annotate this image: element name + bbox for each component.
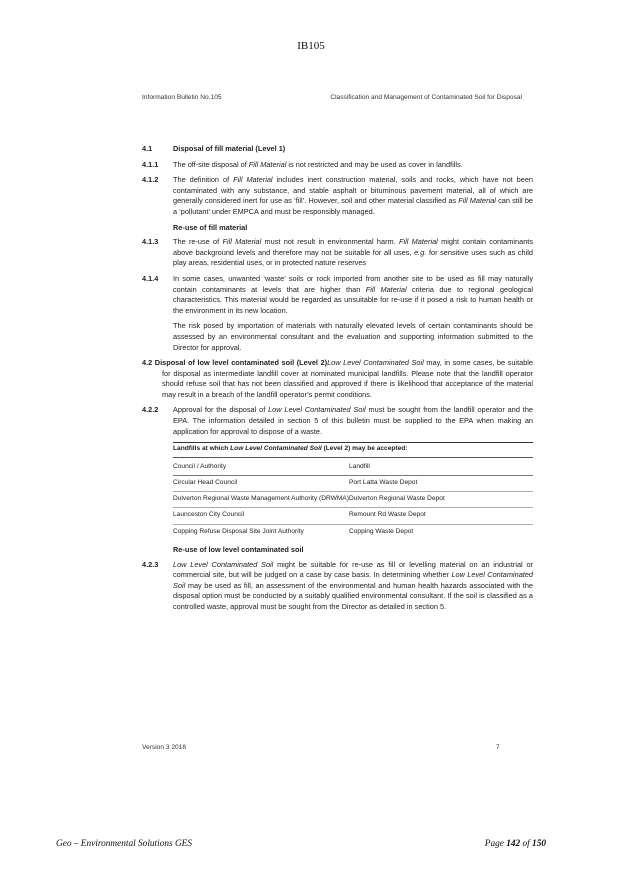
- column-header-landfill: Landfill: [349, 457, 533, 475]
- landfill-table: [173, 442, 533, 540]
- authority-cell: Copping Refuse Disposal Site Joint Authority: [173, 527, 304, 535]
- reuse-fill-heading: Re-use of fill material: [173, 222, 248, 232]
- table-row: [173, 492, 533, 508]
- section-4-2-3: [142, 560, 533, 613]
- section-text: Approval for the disposal of Low Level Contaminated Soil must be sought from the landfill operator and the EPA. The information detailed in section 5 of this bulletin must be supplied to the EPA when making an application for approval to dispose of a waste.: [173, 405, 533, 436]
- landfill-cell: Port Latta Waste Depot: [349, 475, 533, 491]
- section-4-1-3: [142, 237, 533, 269]
- header-bulletin-number: Information Bulletin No.105: [142, 94, 222, 101]
- section-text: The re-use of Fill Material must not result in environmental harm. Fill Material might contain contaminants above background levels and therefore may not be suitable for all uses, e.g. for sensitive uses such as child play areas, residential uses, or in protected nature reserves: [173, 237, 533, 268]
- section-4-1-1: [142, 160, 533, 171]
- section-number: 4.2.2: [142, 405, 159, 415]
- table-row: [173, 524, 533, 540]
- table-row: [173, 475, 533, 491]
- version-label: Version 3 2018: [142, 744, 186, 751]
- section-title: Disposal of fill material (Level 1): [173, 144, 286, 153]
- section-text: The definition of Fill Material includes inert construction material, soils and rocks, which have not been contaminated with any substance, and stable asphalt or bituminous pavement material, all of which are generally considered inert for use as ‘fill’. However, soil and other material classified as Fill Material can still be a ‘pollutant’ under EMPCA and must be responsibly managed.: [173, 175, 534, 216]
- section-text: Low Level Contaminated Soil might be suitable for re-use as fill or levelling material on an industrial or commercial site, but will be judged on a case by case basis. In determining whether Low Level Contaminated Soil may be used as fill, an assessment of the environmental and human health hazards associated with the disposal option must be conducted by a suitably qualified environmental consultant. If the soil is classified as a controlled waste, approval must be sought from the Director as detailed in section 5.: [173, 559, 533, 611]
- table-caption: Landfills at which Low Level Contaminated Soil (Level 2) may be accepted:: [173, 443, 533, 457]
- risk-paragraph: The risk posed by importation of materials with naturally elevated levels of certain contaminants should be assessed by an environmental consultant and the evaluation and supporting information submitted to the Director for approval.: [173, 321, 533, 352]
- section-4-2-2: [142, 405, 533, 437]
- section-number: 4.2.3: [142, 559, 159, 569]
- page-content: [142, 144, 533, 618]
- section-heading: 4.2 Disposal of low level contaminated soil (Level 2): [142, 358, 328, 368]
- section-text: In some cases, unwanted ‘waste’ soils or rock imported from another site to be used as fill may naturally contain contaminants at levels that are higher than Fill Material criteria due to regional geological characteristics. This material would be regarded as unsuitable for re-use if it posed a risk to human health or the environment in its new location.: [173, 273, 533, 315]
- header-document-title: Classification and Management of Contaminated Soil for Disposal: [330, 94, 522, 101]
- table-header-row: [173, 457, 533, 475]
- footer-page-count: Page 142 of 150: [484, 839, 546, 849]
- section-number: 4.1: [142, 144, 153, 153]
- section-number: 4.1.2: [142, 175, 159, 185]
- landfill-cell: Remount Rd Waste Depot: [349, 508, 533, 524]
- landfill-cell: Copping Waste Depot: [349, 527, 414, 535]
- authority-cell: Dulverton Regional Waste Management Authority (DRWMA): [173, 492, 349, 508]
- footer-company: Geo – Environmental Solutions GES: [56, 839, 192, 849]
- section-4-1-4: [142, 274, 533, 316]
- section-number: 4.1.1: [142, 159, 159, 169]
- column-header-authority: Council / Authority: [173, 457, 349, 475]
- section-4-1-heading: [142, 144, 533, 155]
- section-text: The off-site disposal of Fill Material is not restricted and may be used as cover in landfills.: [173, 159, 463, 169]
- inner-page-number: 7: [496, 744, 500, 751]
- landfill-cell: Dulverton Regional Waste Depot: [349, 492, 533, 508]
- section-4-1-2: [142, 175, 533, 217]
- reuse-low-level-heading: Re-use of low level contaminated soil: [173, 545, 304, 555]
- authority-cell: Circular Head Council: [173, 475, 349, 491]
- document-code: IB105: [297, 40, 325, 52]
- section-number: 4.1.3: [142, 237, 159, 247]
- section-number: 4.1.4: [142, 273, 159, 283]
- section-4-2: 4.2 Disposal of low level contaminated soil (Level 2)Low Level Contaminated Soil may, in some cases, be suitable for disposal as intermediate landfill cover at nominated municipal landfills. Please note that the landfill operator should refuse soil that has not been classified and approved if there is likelihood that acceptance of the material may result in a breach of the landfill operator’s permit conditions.: [142, 358, 533, 399]
- table-caption-row: [173, 443, 533, 457]
- table-row: [173, 508, 533, 524]
- authority-cell: Launceston City Council: [173, 508, 349, 524]
